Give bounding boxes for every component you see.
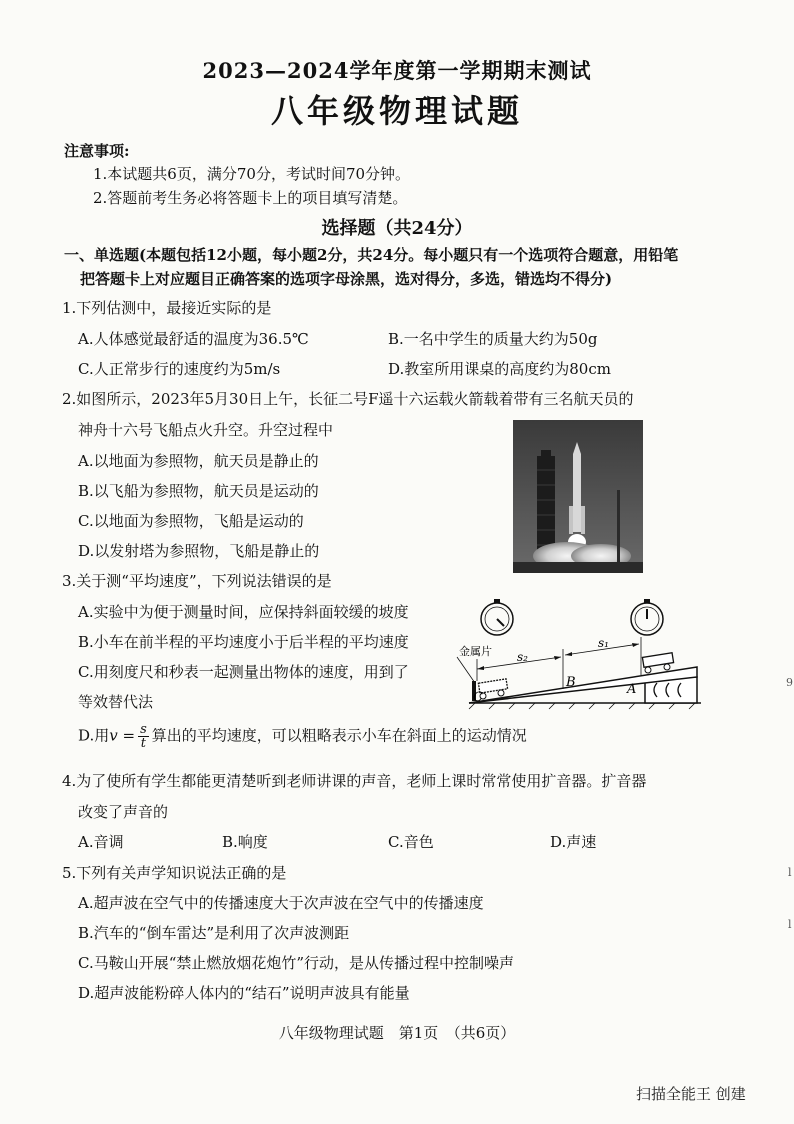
notice-heading: 注意事项: [64,142,130,160]
cart-top-icon [642,653,673,673]
section-instruction-line-1: 一、单选题(本题包括12小题，每小题2分，共24分。每小题只有一个选项符合题意，用铅笔 [64,246,679,264]
q2-option-b: B.以飞船为参照物，航天员是运动的 [78,482,319,500]
edge-mark-2: l [788,866,792,879]
q2-stem-line-1: 2.如图所示，2023年5月30日上午，长征二号F遥十六运载火箭载着带有三名航天员的 [62,390,634,408]
q3-option-d-prefix: D.用 [78,726,110,745]
label-point-b: B [566,675,576,690]
notice-item-1: 1.本试题共6页，满分70分，考试时间70分钟。 [93,165,411,183]
scanner-watermark: 扫描全能王 创建 [636,1085,746,1103]
q2-stem-line-2: 神舟十六号飞船点火升空。升空过程中 [78,421,334,439]
edge-mark-1: 9 [786,676,793,689]
q2-option-d: D.以发射塔为参照物，飞船是静止的 [78,542,320,560]
page-footer: 八年级物理试题 第1页 （共6页） [278,1024,516,1042]
q5-option-d: D.超声波能粉碎人体内的“结石”说明声波具有能量 [78,984,410,1002]
incline-experiment-diagram [455,597,705,712]
exam-period-title: 2023—2024学年度第一学期期末测试 [202,58,592,83]
q2-option-c: C.以地面为参照物，飞船是运动的 [78,512,304,530]
stopwatch-right-icon [631,599,663,635]
notice-item-2: 2.答题前考生务必将答题卡上的项目填写清楚。 [93,189,408,207]
q2-option-a: A.以地面为参照物，航天员是静止的 [78,452,319,470]
q4-option-d: D.声速 [550,833,597,851]
q5-stem: 5.下列有关声学知识说法正确的是 [62,864,287,882]
exam-subject-title: 八年级物理试题 [270,92,523,130]
q3-option-a: A.实验中为便于测量时间，应保持斜面较缓的坡度 [78,603,409,621]
q3-formula-fraction [138,723,149,750]
q4-option-b: B.响度 [222,833,268,851]
q4-stem-line-2: 改变了声音的 [78,803,169,821]
q3-option-b: B.小车在前半程的平均速度小于后半程的平均速度 [78,633,409,651]
q5-option-a: A.超声波在空气中的传播速度大于次声波在空气中的传播速度 [78,894,484,912]
q1-option-c: C.人正常步行的速度约为5m/s [78,360,281,378]
q3-option-d-suffix: 算出的平均速度，可以粗略表示小车在斜面上的运动情况 [151,726,527,745]
q3-formula-numerator: s [140,722,147,737]
section-instruction-line-2: 把答题卡上对应题目正确答案的选项字母涂黑，选对得分，多选，错选均不得分) [80,270,613,288]
q1-option-d: D.教室所用课桌的高度约为80cm [388,360,611,378]
rocket-launch-photo [513,420,643,573]
edge-mark-3: l [788,918,792,931]
q3-stem: 3.关于测“平均速度”，下列说法错误的是 [62,572,332,590]
q3-option-d [78,723,527,750]
stopwatch-left-icon [481,599,513,635]
q1-stem: 1.下列估测中，最接近实际的是 [62,299,272,317]
label-s2: s₂ [517,650,528,664]
q3-formula-denominator: t [140,736,147,751]
label-metal-piece: 金属片 [459,645,492,658]
section-title: 选择题（共24分） [321,218,473,239]
q5-option-c: C.马鞍山开展“禁止燃放烟花炮竹”行动，是从传播过程中控制噪声 [78,954,515,972]
q4-option-c: C.音色 [388,833,434,851]
q3-formula-v: v = [109,726,136,745]
q4-stem-line-1: 4.为了使所有学生都能更清楚听到老师讲课的声音，老师上课时常常使用扩音器。扩音器 [62,772,647,790]
q4-option-a: A.音调 [78,833,124,851]
label-s1: s₁ [598,636,609,650]
q3-option-c-line-1: C.用刻度尺和秒表一起测量出物体的速度，用到了 [78,663,409,681]
q1-option-a: A.人体感觉最舒适的温度为36.5℃ [78,330,309,348]
label-point-a: A [627,682,637,697]
q5-option-b: B.汽车的“倒车雷达”是利用了次声波测距 [78,924,350,942]
q1-option-b: B.一名中学生的质量大约为50g [388,330,598,348]
q3-option-c-line-2: 等效替代法 [78,693,154,711]
label-point-c: C [473,690,483,705]
